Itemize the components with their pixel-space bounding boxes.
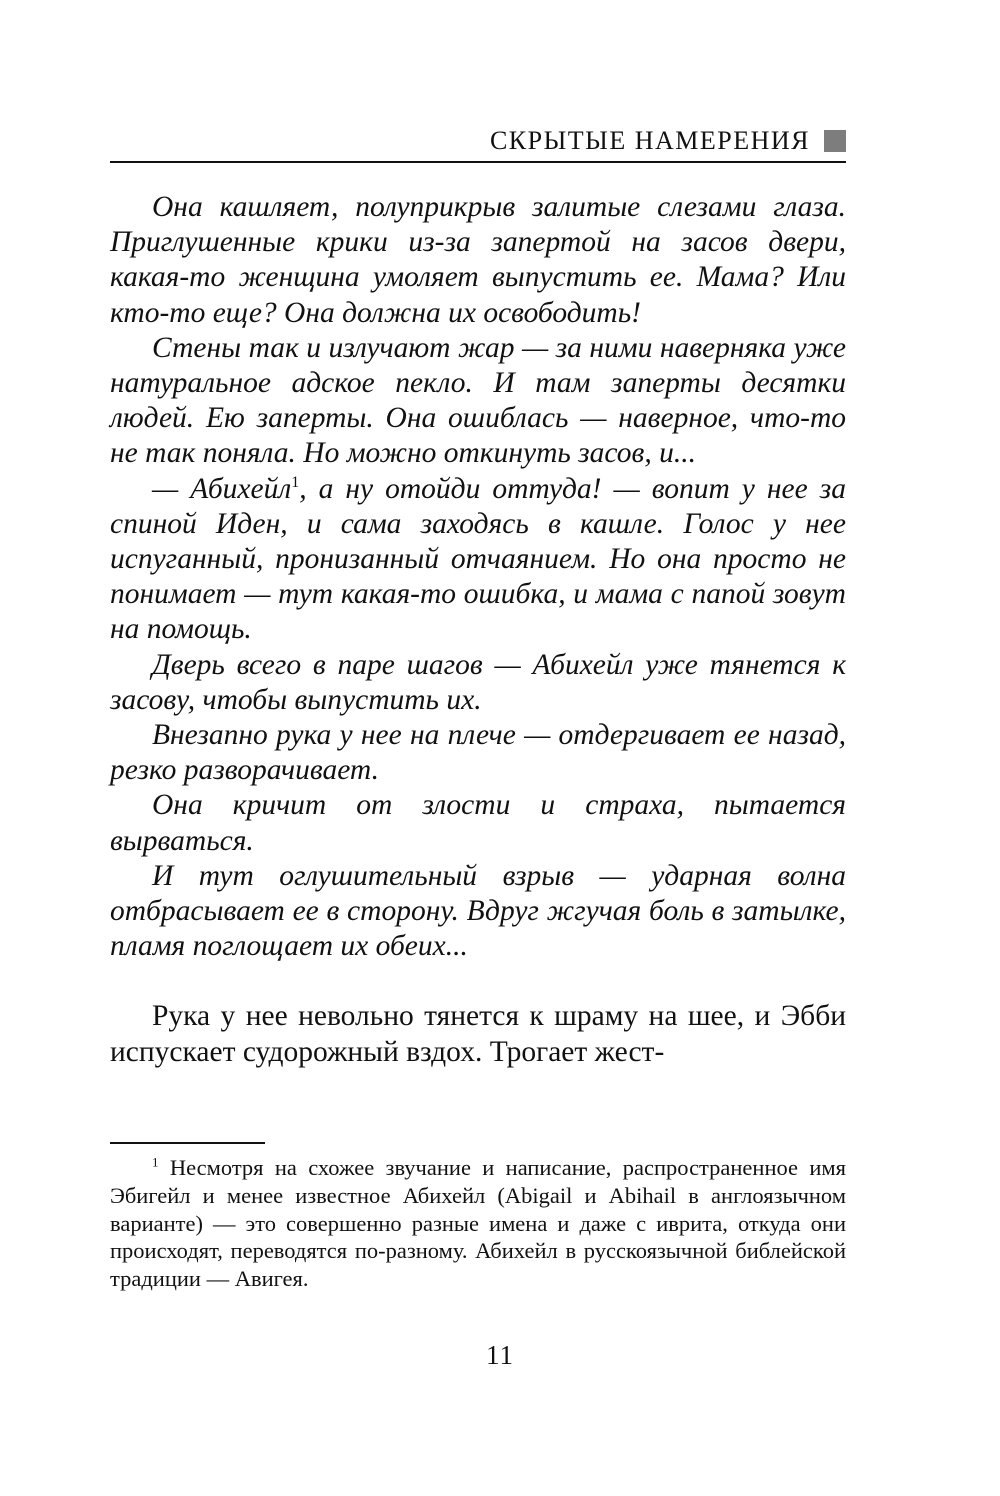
footnote xyxy=(110,1154,846,1293)
paragraph-1: Она кашляет, полуприкрыв залитые слезами глаза. Приглушенные крики из-за запертой на засов двери, какая-то женщина умоляет выпустить ее. Мама? Или кто-то еще? Она должна их освободить! xyxy=(110,191,846,329)
footnote-reference: 1 xyxy=(291,473,300,491)
square-icon xyxy=(824,130,846,152)
paragraph-4: Дверь всего в паре шагов — Абихейл уже тянется к засову, чтобы выпустить их. xyxy=(110,648,846,716)
footnote-marker: 1 xyxy=(152,1154,159,1170)
paragraph-2: Стены так и излучают жар — за ними наверняка уже натуральное адское пекло. И там заперты десятки людей. Ею заперты. Она ошиблась — наверное, что-то не так поняла. Но можно откинуть засов, и... xyxy=(110,331,846,470)
paragraph-8: Рука у нее невольно тянется к шраму на шее, и Эбби испускает судорожный вздох. Трогает жест- xyxy=(110,1000,846,1068)
paragraph-5: Внезапно рука у нее на плече — отдергивает ее назад, резко разворачивает. xyxy=(110,719,846,787)
footnote-text: Несмотря на схожее звучание и написание, распространенное имя Эбигейл и менее известное Абихейл (Abigail и Abihail в англоязычном варианте) — это совершенно разные имена и даже с иврита, откуда они происходят, переводятся по-разному. Абихейл в русскоязычной библейской традиции — Авигея. xyxy=(110,1155,846,1292)
footnote-rule xyxy=(110,1142,265,1144)
paragraph-3 xyxy=(110,472,846,648)
running-header-title: СКРЫТЫЕ НАМЕРЕНИЯ xyxy=(489,126,810,155)
main-text xyxy=(110,190,846,1070)
paragraph-3-rest: , а ну отойди оттуда! — вопит у нее за спиной Иден, и сама заходясь в кашле. Голос у нее испуганный, пронизанный отчаянием. Но она просто не понимает — тут какая-то ошибка, и мама с папой зовут на помощь. xyxy=(110,472,846,646)
paragraph-6: Она кричит от злости и страха, пытается вырваться. xyxy=(110,789,846,857)
header-rule xyxy=(110,161,846,163)
running-header xyxy=(110,120,846,162)
page-number: 11 xyxy=(486,1340,514,1370)
paragraph-3-start: — Абихейл xyxy=(152,472,292,505)
paragraph-7: И тут оглушительный взрыв — ударная волна отбрасывает ее в сторону. Вдруг жгучая боль в затылке, пламя поглощает их обеих... xyxy=(110,859,846,963)
